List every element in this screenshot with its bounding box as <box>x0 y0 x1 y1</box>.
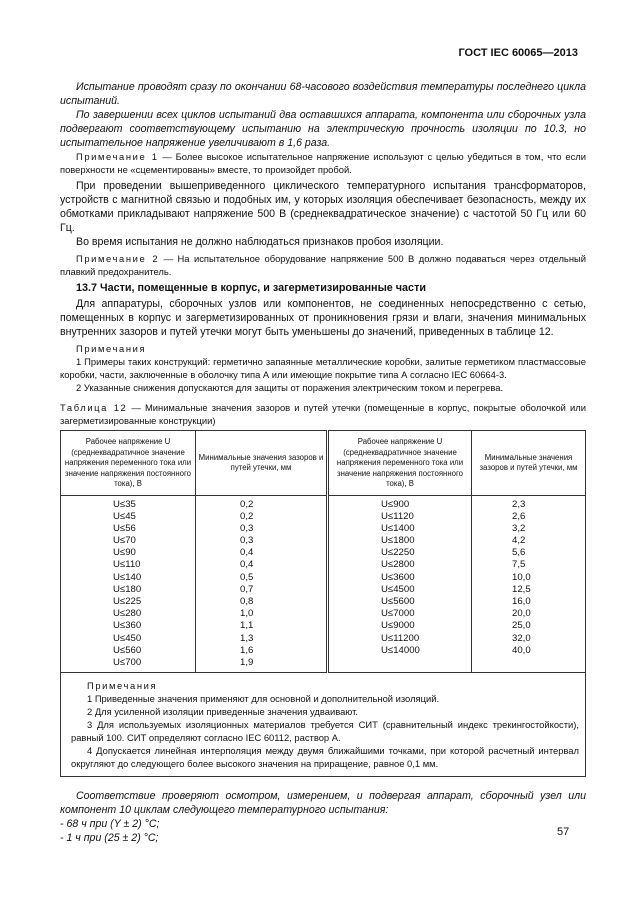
table-cell: U≤70 <box>113 535 136 547</box>
header-mm-2: Минимальные значения зазоров и путей утечки, мм <box>472 431 586 496</box>
table-cell: U≤35 <box>113 498 136 510</box>
table-cell: 0,3 <box>240 522 254 534</box>
table-cell: U≤90 <box>113 547 136 559</box>
col-right-mm <box>472 495 586 673</box>
table-cell: U≤1800 <box>381 535 415 547</box>
table-cell: 1,3 <box>240 632 254 644</box>
table-cell: 20,0 <box>512 608 531 620</box>
table-cell: 0,3 <box>240 535 254 547</box>
table-cell: U≤56 <box>113 522 136 534</box>
table-cell: U≤5600 <box>381 596 415 607</box>
table-cell: U≤2250 <box>381 547 415 559</box>
table-notes <box>61 673 586 777</box>
note-1-text: — Более высокое испытательное напряжение используют с целью убедиться в том, что если поверхности не «сцементированы» вместе, то произойдет пробой. <box>60 151 586 175</box>
table-values-row <box>61 495 586 673</box>
table-cell: 2,3 <box>512 498 526 510</box>
col-left-voltage <box>61 495 196 673</box>
section-title: 13.7 Части, помещенные в корпус, и загерметизированные части <box>76 282 426 294</box>
page-content <box>60 80 586 845</box>
table-cell: 1,6 <box>240 644 254 656</box>
clearance-table <box>60 430 586 777</box>
header-voltage-1: Рабочее напряжение U (среднеквадратичное значение напряжения переменного тока или значение напряжения постоянного тока), В <box>61 431 196 496</box>
table-cell: U≤140 <box>113 571 142 583</box>
table-cell: 0,4 <box>240 559 254 571</box>
table-cell: 0,7 <box>240 583 254 595</box>
table-cell: U≤3600 <box>381 571 415 583</box>
notes-label: Примечания <box>76 343 147 354</box>
header-voltage-2: Рабочее напряжение U (среднеквадратичное значение напряжения переменного тока или значение напряжения постоянного тока), В <box>328 431 472 496</box>
page-header: ГОСТ IEC 60065—2013 <box>458 47 578 59</box>
table-cell: 10,0 <box>512 571 531 583</box>
table-cell: 0,8 <box>240 596 254 607</box>
table-note-3: 3 Для используемых изоляционных материалов требуется СИТ (сравнительный индекс трекингостойкости), равный 100. СИТ определяют согласно IEC 60112, раствор А. <box>71 719 579 744</box>
table-cell: 0,2 <box>240 498 254 510</box>
note-1 <box>60 150 586 176</box>
table-label: Таблица 12 <box>60 402 128 413</box>
note-1-label: Примечание 1 <box>76 151 159 162</box>
table-cell: U≤450 <box>113 632 142 644</box>
list-item-1: - 68 ч при (Y ± 2) °С; <box>60 818 160 831</box>
table-cell: U≤7000 <box>381 608 415 620</box>
table-cell: U≤9000 <box>381 620 415 632</box>
note-2 <box>60 252 586 278</box>
paragraph-2: По завершении всех циклов испытаний два оставшихся аппарата, компонента или сборочных узла подвергают соответствующему испытанию на электрическую прочность изоляции по 10.3, но испытательное напряжение увеличивают в 1,6 раза. <box>60 109 586 149</box>
table-cell: 1,9 <box>240 656 254 668</box>
table-note-2: 2 Для усиленной изоляции приведенные значения удваивают. <box>87 706 358 718</box>
table-cell: U≤700 <box>113 656 142 668</box>
paragraph-5: Для аппаратуры, сборочных узлов или компонентов, не соединенных непосредственно с сетью, помещенных в корпус и загерметизированных от проникновения грязи и влаги, значения минимальных внутренних зазоров и путей утечки могут быть уменьшены до значений, приведенных в таблице 12. <box>60 298 586 338</box>
table-cell: 4,2 <box>512 535 526 547</box>
table-note-4: 4 Допускается линейная интерполяция между двумя ближайшими точками, при которой расчетный интервал округляют до следующего более высокого значения на приращение, равное 0,1 мм. <box>71 745 579 770</box>
table-header-row <box>61 431 586 496</box>
col-right-voltage <box>328 495 472 673</box>
table-cell: U≤560 <box>113 644 142 656</box>
table-cell: U≤110 <box>113 559 141 571</box>
table-note-1: 1 Приведенные значения применяют для основной и дополнительной изоляций. <box>87 693 440 705</box>
table-cell: U≤280 <box>113 608 142 620</box>
table-cell: U≤360 <box>113 620 142 632</box>
table-cell: U≤4500 <box>381 583 415 595</box>
table-cell: 32,0 <box>512 632 531 644</box>
table-caption-text: — Минимальные значения зазоров и путей утечки (помещенные в корпус, покрытые оболочкой или загерметизированные конструкции) <box>60 402 586 426</box>
table-caption <box>60 401 586 427</box>
table-cell: 25,0 <box>512 620 531 632</box>
table-notes-row <box>61 673 586 777</box>
table-cell: U≤225 <box>113 596 142 607</box>
note-2-text: — На испытательное оборудование напряжение 500 В должно подаваться через отдельный плавкий предохранитель. <box>60 253 586 277</box>
note-a: 1 Примеры таких конструкций: герметично запаянные металлические коробки, залитые герметиком пластмассовые коробки, части, заключенные в оболочку типа А или имеющие покрытие типа А согласно IEC 60664-3. <box>60 356 586 380</box>
table-cell: 5,6 <box>512 547 526 559</box>
note-2-label: Примечание 2 <box>76 253 160 264</box>
page-number: 57 <box>557 826 570 838</box>
table-cell: 1,0 <box>240 608 254 620</box>
paragraph-3: При проведении вышеприведенного циклического температурного испытания трансформаторов, устройств с магнитной связью и подобных им, у которых изоляция обеспечивает безопасность, между их обмотками прикладывают напряжение 500 В (среднеквадратическое значение) с частотой 50 Гц или 60 Гц. <box>60 180 586 234</box>
table-cell: 7,5 <box>512 559 526 571</box>
table-notes-label: Примечания <box>87 680 158 692</box>
table-cell: U≤900 <box>381 498 410 510</box>
table-cell: 0,2 <box>240 510 254 522</box>
table-cell: 2,6 <box>512 510 526 522</box>
table-cell: U≤1120 <box>381 510 414 522</box>
table-cell: U≤11200 <box>381 632 420 644</box>
paragraph-6: Соответствие проверяют осмотром, измерением, и подвергая аппарат, сборочный узел или компонент 10 циклам следующего температурного испытания: <box>60 790 586 817</box>
table-cell: 40,0 <box>512 644 531 656</box>
paragraph-1: Испытание проводят сразу по окончании 68-часового воздействия температуры последнего цикла испытаний. <box>60 81 586 107</box>
note-b: 2 Указанные снижения допускаются для защиты от поражения электрическим током и перегрева. <box>76 382 504 393</box>
table-cell: 0,4 <box>240 547 254 559</box>
table-cell: 1,1 <box>240 620 254 632</box>
table-cell: U≤1400 <box>381 522 415 534</box>
table-cell: 3,2 <box>512 522 526 534</box>
table-cell: U≤2800 <box>381 559 415 571</box>
table-cell: 12,5 <box>512 583 531 595</box>
table-cell: 16,0 <box>512 596 531 607</box>
col-left-mm <box>196 495 328 673</box>
table-cell: 0,5 <box>240 571 254 583</box>
table-cell: U≤45 <box>113 510 136 522</box>
table-cell: U≤14000 <box>381 644 420 656</box>
list-item-2: - 1 ч при (25 ± 2) °С; <box>60 832 159 845</box>
header-mm-1: Минимальные значения зазоров и путей утечки, мм <box>196 431 328 496</box>
table-cell: U≤180 <box>113 583 142 595</box>
paragraph-4: Во время испытания не должно наблюдаться признаков пробоя изоляции. <box>76 236 444 248</box>
